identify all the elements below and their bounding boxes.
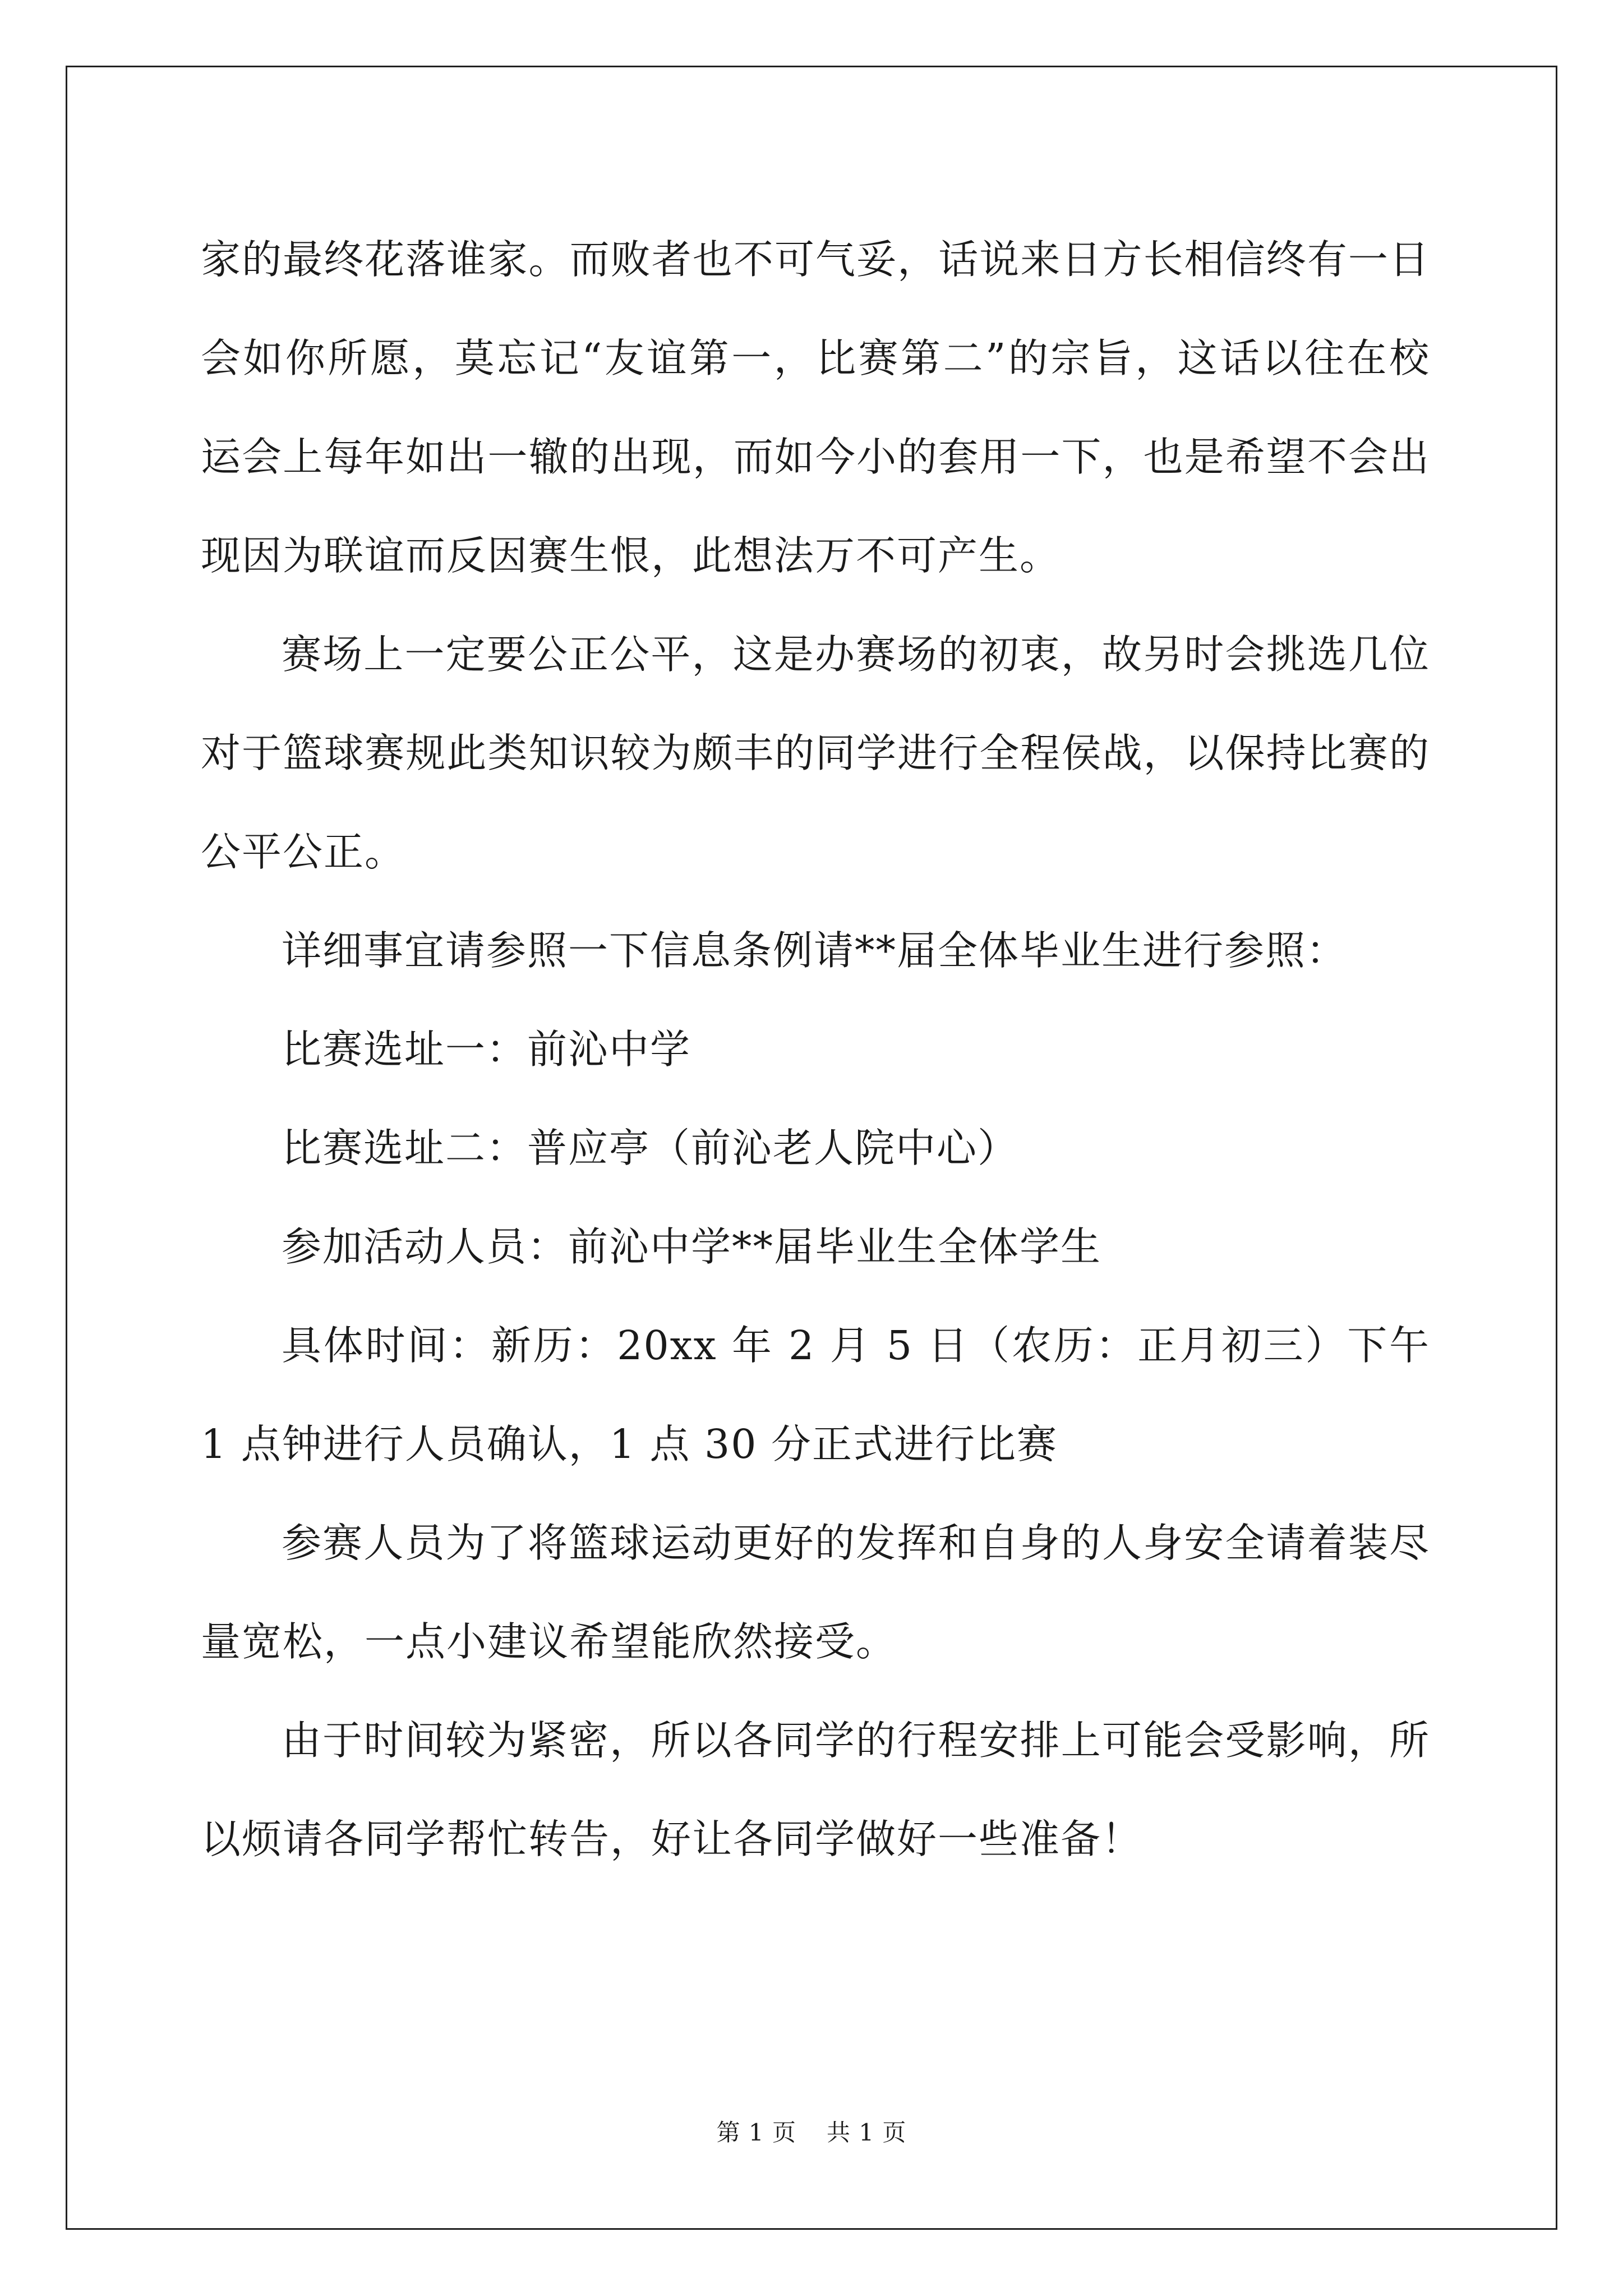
document-body — [201, 210, 1430, 1889]
page-number-total: 共 1 页 — [827, 2119, 907, 2146]
page-footer — [0, 2117, 1623, 2148]
page-number-current: 第 1 页 — [716, 2119, 796, 2146]
paragraph-6: 参加活动人员：前沁中学**届毕业生全体学生 — [282, 1223, 1102, 1270]
paragraph-4: 比赛选址一：前沁中学 — [282, 1026, 691, 1073]
paragraph-3: 详细事宜请参照一下信息条例请**届全体毕业生进行参照： — [282, 927, 1348, 974]
paragraph-8: 参赛人员为了将篮球运动更好的发挥和自身的人身安全请着装尽量宽松，一点小建议希望能欣然接受。 — [201, 1520, 1430, 1665]
paragraph-5: 比赛选址二：普应亭（前沁老人院中心） — [282, 1125, 1019, 1171]
paragraph-7: 具体时间：新历：20xx 年 2 月 5 日（农历：正月初三）下午 1 点钟进行人员确认，1 点 30 分正式进行比赛 — [201, 1322, 1430, 1467]
paragraph-9: 由于时间较为紧密，所以各同学的行程安排上可能会受影响，所以烦请各同学帮忙转告，好让各同学做好一些准备！ — [201, 1717, 1430, 1862]
paragraph-1: 家的最终花落谁家。而败者也不可气妥，话说来日方长相信终有一日会如你所愿，莫忘记“友谊第一，比赛第二”的宗旨，这话以往在校运会上每年如出一辙的出现，而如今小的套用一下，也是希望不会出现因为联谊而反因赛生恨，此想法万不可产生。 — [201, 236, 1430, 579]
paragraph-2: 赛场上一定要公正公平，这是办赛场的初衷，故另时会挑选几位对于篮球赛规此类知识较为颇丰的同学进行全程侯战，以保持比赛的公平公正。 — [201, 631, 1430, 875]
